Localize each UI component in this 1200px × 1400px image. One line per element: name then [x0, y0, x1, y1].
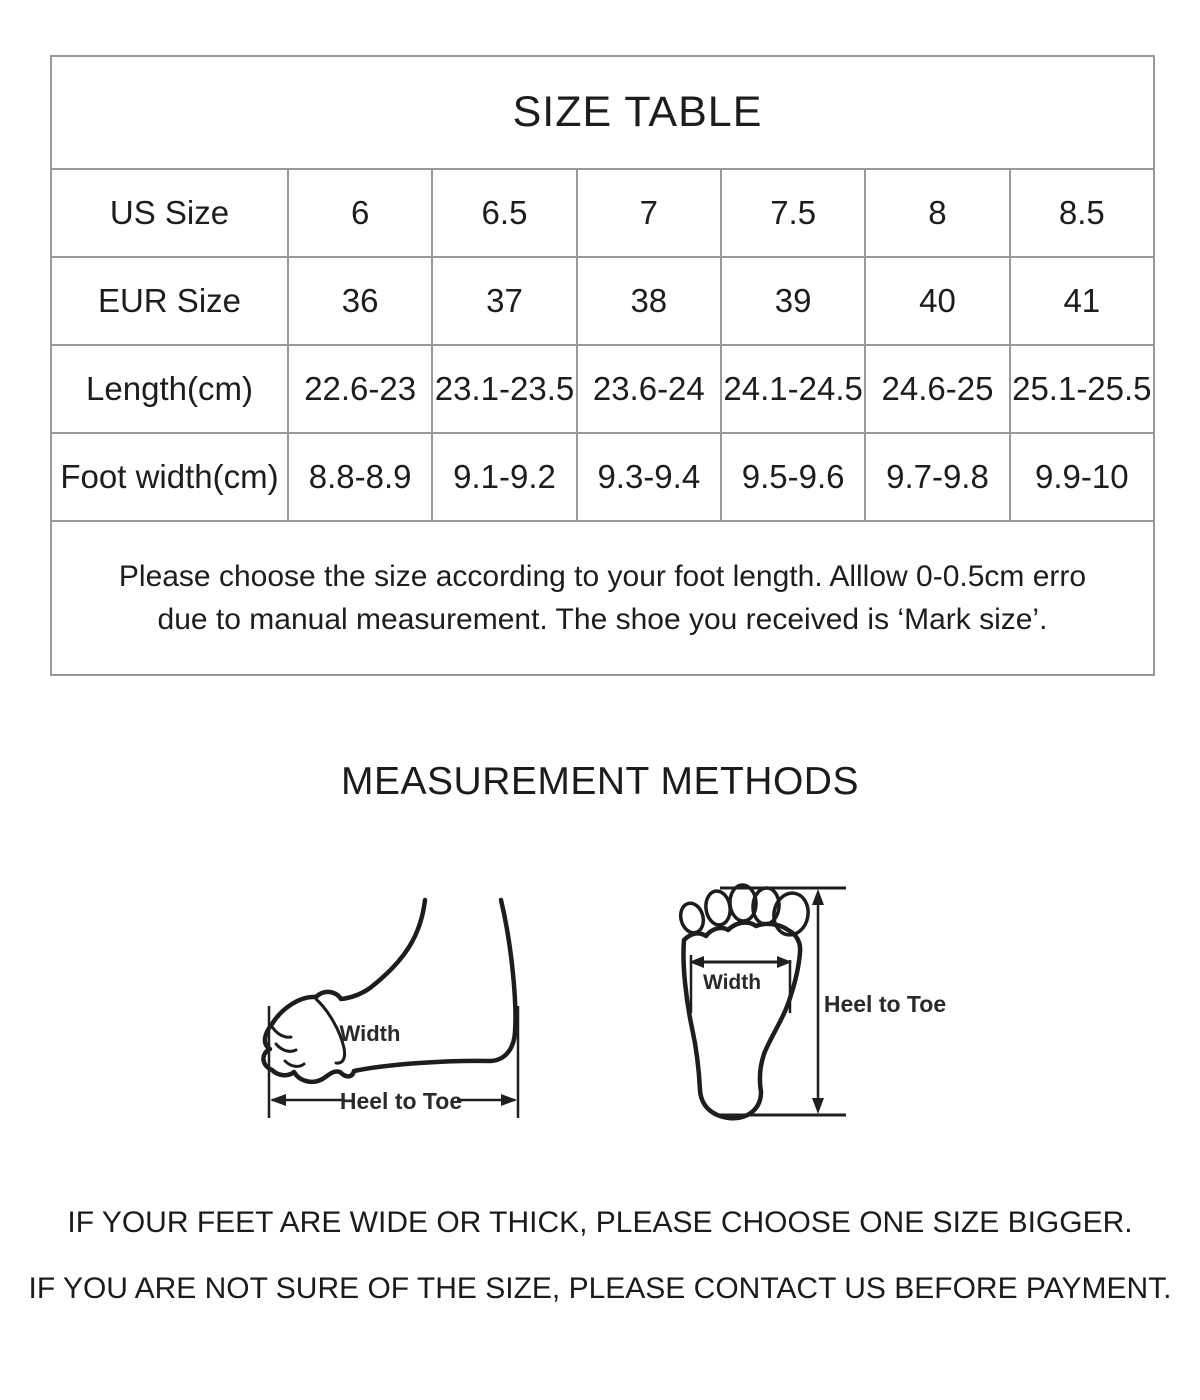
- size-table-title: SIZE TABLE: [51, 56, 1154, 169]
- size-table-note-row: [51, 521, 1154, 675]
- side-heel-to-toe-label: Heel to Toe: [339, 1088, 463, 1114]
- down-arrowhead: [812, 1098, 824, 1114]
- size-cell: 23.6-24: [577, 345, 721, 433]
- size-cell: 8: [865, 169, 1009, 257]
- size-note: [51, 521, 1154, 675]
- table-row-length: [51, 345, 1154, 433]
- footprint-sole-outline: [683, 923, 800, 1119]
- size-cell: 40: [865, 257, 1009, 345]
- row-label: Foot width(cm): [51, 433, 288, 521]
- size-cell: 7.5: [721, 169, 865, 257]
- size-cell: 9.3-9.4: [577, 433, 721, 521]
- size-cell: 9.5-9.6: [721, 433, 865, 521]
- right-arrowhead: [501, 1094, 517, 1106]
- size-cell: 24.1-24.5: [721, 345, 865, 433]
- size-cell: 9.1-9.2: [432, 433, 576, 521]
- left-arrowhead: [270, 1094, 286, 1106]
- row-label: US Size: [51, 169, 288, 257]
- size-note-line2: due to manual measurement. The shoe you received is ‘Mark size’.: [157, 603, 1048, 636]
- size-cell: 8.5: [1010, 169, 1154, 257]
- size-cell: 25.1-25.5: [1010, 345, 1154, 433]
- size-cell: 39: [721, 257, 865, 345]
- size-cell: 9.9-10: [1010, 433, 1154, 521]
- foot-side-outline: [263, 900, 515, 1082]
- size-cell: 37: [432, 257, 576, 345]
- size-cell: 7: [577, 169, 721, 257]
- size-cell: 8.8-8.9: [288, 433, 432, 521]
- footprint-diagram: [648, 848, 960, 1134]
- row-label: Length(cm): [51, 345, 288, 433]
- size-cell: 24.6-25: [865, 345, 1009, 433]
- size-cell: 41: [1010, 257, 1154, 345]
- size-cell: 36: [288, 257, 432, 345]
- table-row-us-size: [51, 169, 1154, 257]
- row-label: EUR Size: [51, 257, 288, 345]
- size-cell: 9.7-9.8: [865, 433, 1009, 521]
- footer-note-contact-us: IF YOU ARE NOT SURE OF THE SIZE, PLEASE CONTACT US BEFORE PAYMENT.: [28, 1272, 1172, 1305]
- footprint-width-label: Width: [702, 971, 762, 994]
- table-row-foot-width: [51, 433, 1154, 521]
- size-table-title-row: [51, 56, 1154, 169]
- table-row-eur-size: [51, 257, 1154, 345]
- size-cell: 6: [288, 169, 432, 257]
- size-cell: 6.5: [432, 169, 576, 257]
- size-table: [50, 55, 1155, 676]
- up-arrowhead: [812, 889, 824, 905]
- footer-note-wide-feet: IF YOUR FEET ARE WIDE OR THICK, PLEASE CHOOSE ONE SIZE BIGGER.: [67, 1206, 1133, 1239]
- side-width-label: Width: [339, 1021, 401, 1046]
- size-cell: 22.6-23: [288, 345, 432, 433]
- size-cell: 23.1-23.5: [432, 345, 576, 433]
- size-note-line1: Please choose the size according to your foot length. Alllow 0-0.5cm erro: [118, 560, 1087, 593]
- footprint-heel-to-toe-label: Heel to Toe: [823, 991, 947, 1017]
- measurement-methods-heading: MEASUREMENT METHODS: [341, 760, 859, 803]
- size-cell: 38: [577, 257, 721, 345]
- side-foot-diagram: [248, 848, 540, 1126]
